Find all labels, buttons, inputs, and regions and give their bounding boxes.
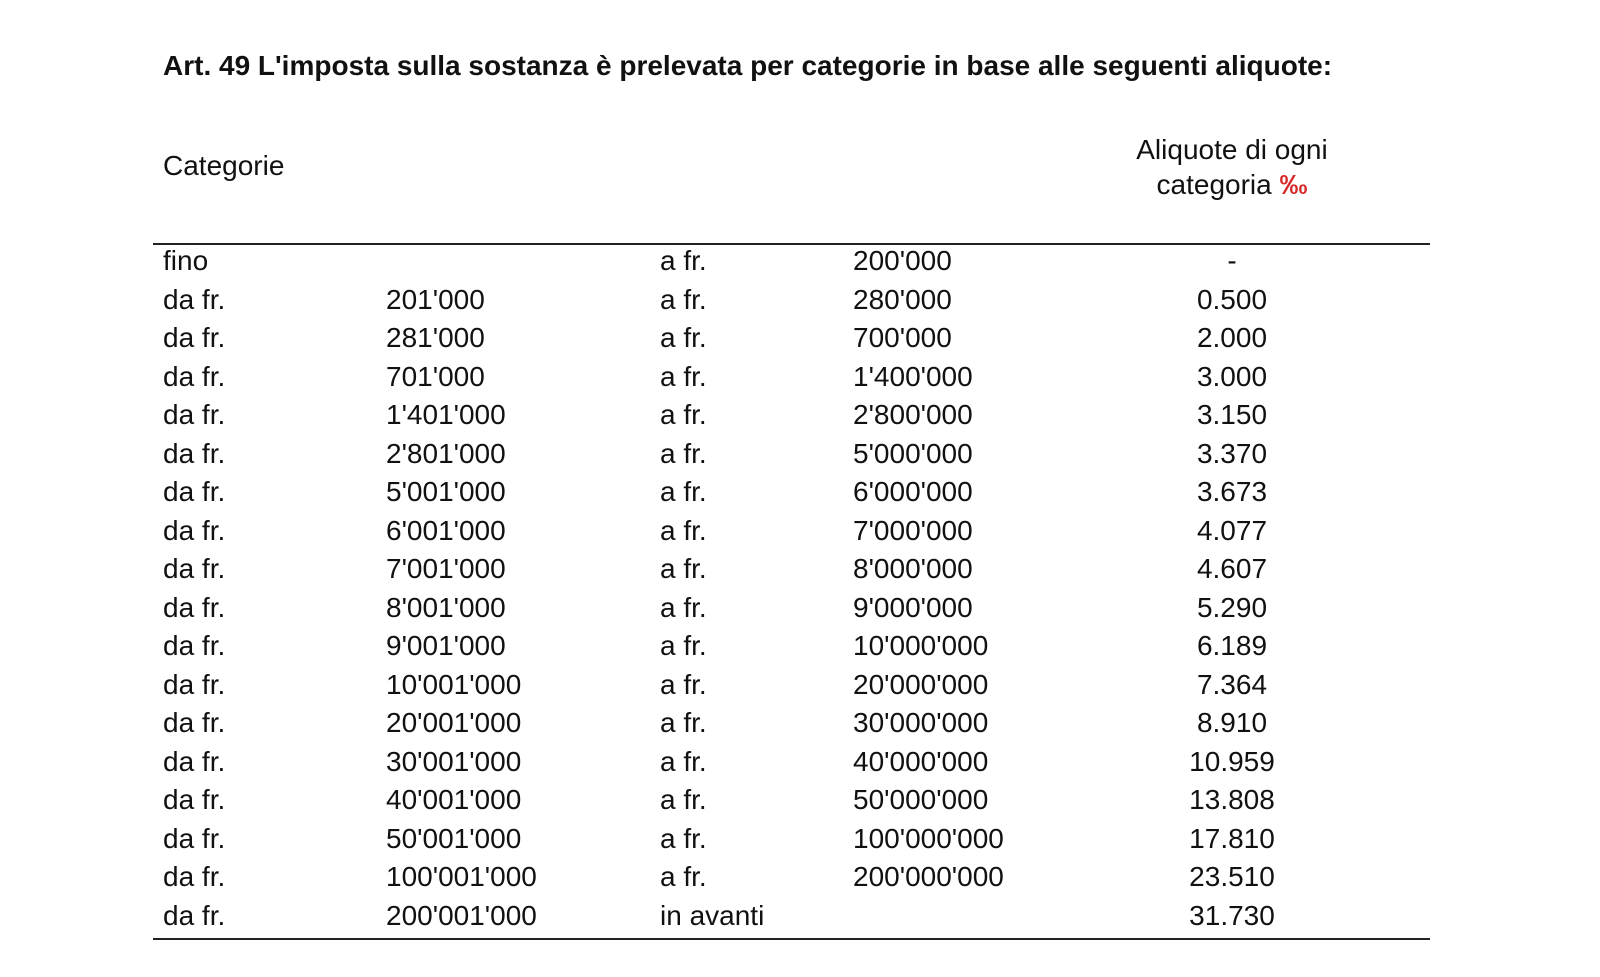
range-to-prefix: a fr. [660, 360, 707, 392]
range-from: 100'001'000 [386, 861, 537, 892]
range-to-prefix: a fr. [660, 553, 707, 584]
rate-value: 6.189 [1196, 630, 1268, 661]
range-prefix: da fr. [163, 822, 226, 854]
range-to: 200'000'000 [853, 861, 1004, 892]
table-row [0, 438, 1600, 476]
range-to: 280'000 [853, 283, 952, 315]
range-from: 2'801'000 [386, 437, 506, 469]
range-to-prefix: a fr. [660, 707, 707, 738]
table-row [0, 823, 1600, 861]
table-bottom-rule [153, 938, 1430, 940]
range-to-prefix: a fr. [660, 322, 707, 353]
column-header-categories: Categorie [163, 150, 285, 181]
rate-value: 0.500 [1196, 283, 1268, 315]
table-row [0, 515, 1600, 553]
range-to-prefix: a fr. [660, 399, 707, 430]
rate-value: 31.730 [1189, 899, 1275, 931]
rate-value: - [1227, 245, 1237, 276]
range-prefix: da fr. [163, 707, 226, 738]
range-to-prefix: a fr. [660, 514, 707, 546]
range-to-prefix: a fr. [660, 745, 707, 777]
rate-value: 4.077 [1196, 514, 1268, 546]
range-prefix: da fr. [163, 437, 226, 469]
rate-value: 7.364 [1196, 668, 1268, 700]
table-row [0, 361, 1600, 399]
rate-value: 5.290 [1196, 591, 1268, 623]
rates-header-label: categoria [1156, 169, 1272, 200]
range-to-prefix: a fr. [660, 668, 707, 700]
range-to: 20'000'000 [853, 668, 989, 700]
range-prefix: fino [163, 245, 209, 276]
range-prefix: da fr. [163, 630, 226, 661]
table-row [0, 900, 1600, 938]
range-prefix: da fr. [163, 476, 226, 507]
range-from: 6'001'000 [386, 514, 506, 546]
range-prefix: da fr. [163, 861, 226, 892]
range-prefix: da fr. [163, 553, 226, 584]
table-row [0, 784, 1600, 822]
table-row [0, 707, 1600, 745]
column-header-rates [1082, 132, 1382, 202]
range-prefix: da fr. [163, 399, 226, 430]
rate-value: 10.959 [1189, 745, 1275, 777]
range-from: 200'001'000 [386, 899, 537, 931]
rate-value: 17.810 [1189, 822, 1275, 854]
rate-value: 3.150 [1196, 399, 1268, 430]
table-row [0, 476, 1600, 514]
table-row [0, 399, 1600, 437]
range-prefix: da fr. [163, 591, 226, 623]
range-from: 8'001'000 [386, 591, 506, 623]
table-row [0, 746, 1600, 784]
rates-header-line1: Aliquote di ogni [1136, 134, 1328, 165]
range-from: 1'401'000 [386, 399, 506, 430]
range-to: 9'000'000 [853, 591, 973, 623]
range-to-prefix: a fr. [660, 437, 707, 469]
range-to: 40'000'000 [853, 745, 989, 777]
table-row [0, 553, 1600, 591]
article-title: Art. 49 L'imposta sulla sostanza è prelevata per categorie in base alle seguenti aliquote: [163, 50, 1333, 81]
range-to: 30'000'000 [853, 707, 989, 738]
rate-value: 8.910 [1196, 707, 1268, 738]
range-from: 10'001'000 [386, 668, 522, 700]
table-row [0, 669, 1600, 707]
range-to-prefix: a fr. [660, 861, 707, 892]
range-to-prefix: in avanti [660, 899, 765, 931]
range-to-prefix: a fr. [660, 245, 707, 276]
range-to: 7'000'000 [853, 514, 973, 546]
range-from: 40'001'000 [386, 784, 522, 815]
range-to: 50'000'000 [853, 784, 989, 815]
range-prefix: da fr. [163, 360, 226, 392]
table-row [0, 861, 1600, 899]
range-from: 30'001'000 [386, 745, 522, 777]
rate-value: 23.510 [1189, 861, 1275, 892]
rate-value: 2.000 [1196, 322, 1268, 353]
range-to-prefix: a fr. [660, 784, 707, 815]
range-prefix: da fr. [163, 899, 226, 931]
range-from: 281'000 [386, 322, 485, 353]
range-to: 200'000 [853, 245, 952, 276]
range-to-prefix: a fr. [660, 283, 707, 315]
range-to: 100'000'000 [853, 822, 1004, 854]
range-prefix: da fr. [163, 514, 226, 546]
range-from: 9'001'000 [386, 630, 506, 661]
range-from: 5'001'000 [386, 476, 506, 507]
rate-value: 4.607 [1196, 553, 1268, 584]
range-to-prefix: a fr. [660, 822, 707, 854]
rate-value: 13.808 [1189, 784, 1275, 815]
range-from: 201'000 [386, 283, 485, 315]
range-to-prefix: a fr. [660, 476, 707, 507]
range-to: 8'000'000 [853, 553, 973, 584]
table-row [0, 322, 1600, 360]
range-prefix: da fr. [163, 322, 226, 353]
range-from: 701'000 [386, 360, 485, 392]
range-from: 20'001'000 [386, 707, 522, 738]
range-to: 2'800'000 [853, 399, 973, 430]
table-row [0, 245, 1600, 283]
range-prefix: da fr. [163, 745, 226, 777]
table-row [0, 592, 1600, 630]
range-to: 700'000 [853, 322, 952, 353]
range-to: 1'400'000 [853, 360, 973, 392]
range-prefix: da fr. [163, 784, 226, 815]
range-prefix: da fr. [163, 668, 226, 700]
range-to: 5'000'000 [853, 437, 973, 469]
table-row [0, 284, 1600, 322]
rate-value: 3.673 [1196, 476, 1268, 507]
range-to: 10'000'000 [853, 630, 989, 661]
range-from: 50'001'000 [386, 822, 522, 854]
range-to-prefix: a fr. [660, 630, 707, 661]
range-prefix: da fr. [163, 283, 226, 315]
permille-unit: ‰ [1279, 169, 1308, 200]
rates-header-line2 [1082, 167, 1382, 202]
rate-value: 3.370 [1196, 437, 1268, 469]
range-to-prefix: a fr. [660, 591, 707, 623]
rate-value: 3.000 [1196, 360, 1268, 392]
range-to: 6'000'000 [853, 476, 973, 507]
range-from: 7'001'000 [386, 553, 506, 584]
table-row [0, 630, 1600, 668]
